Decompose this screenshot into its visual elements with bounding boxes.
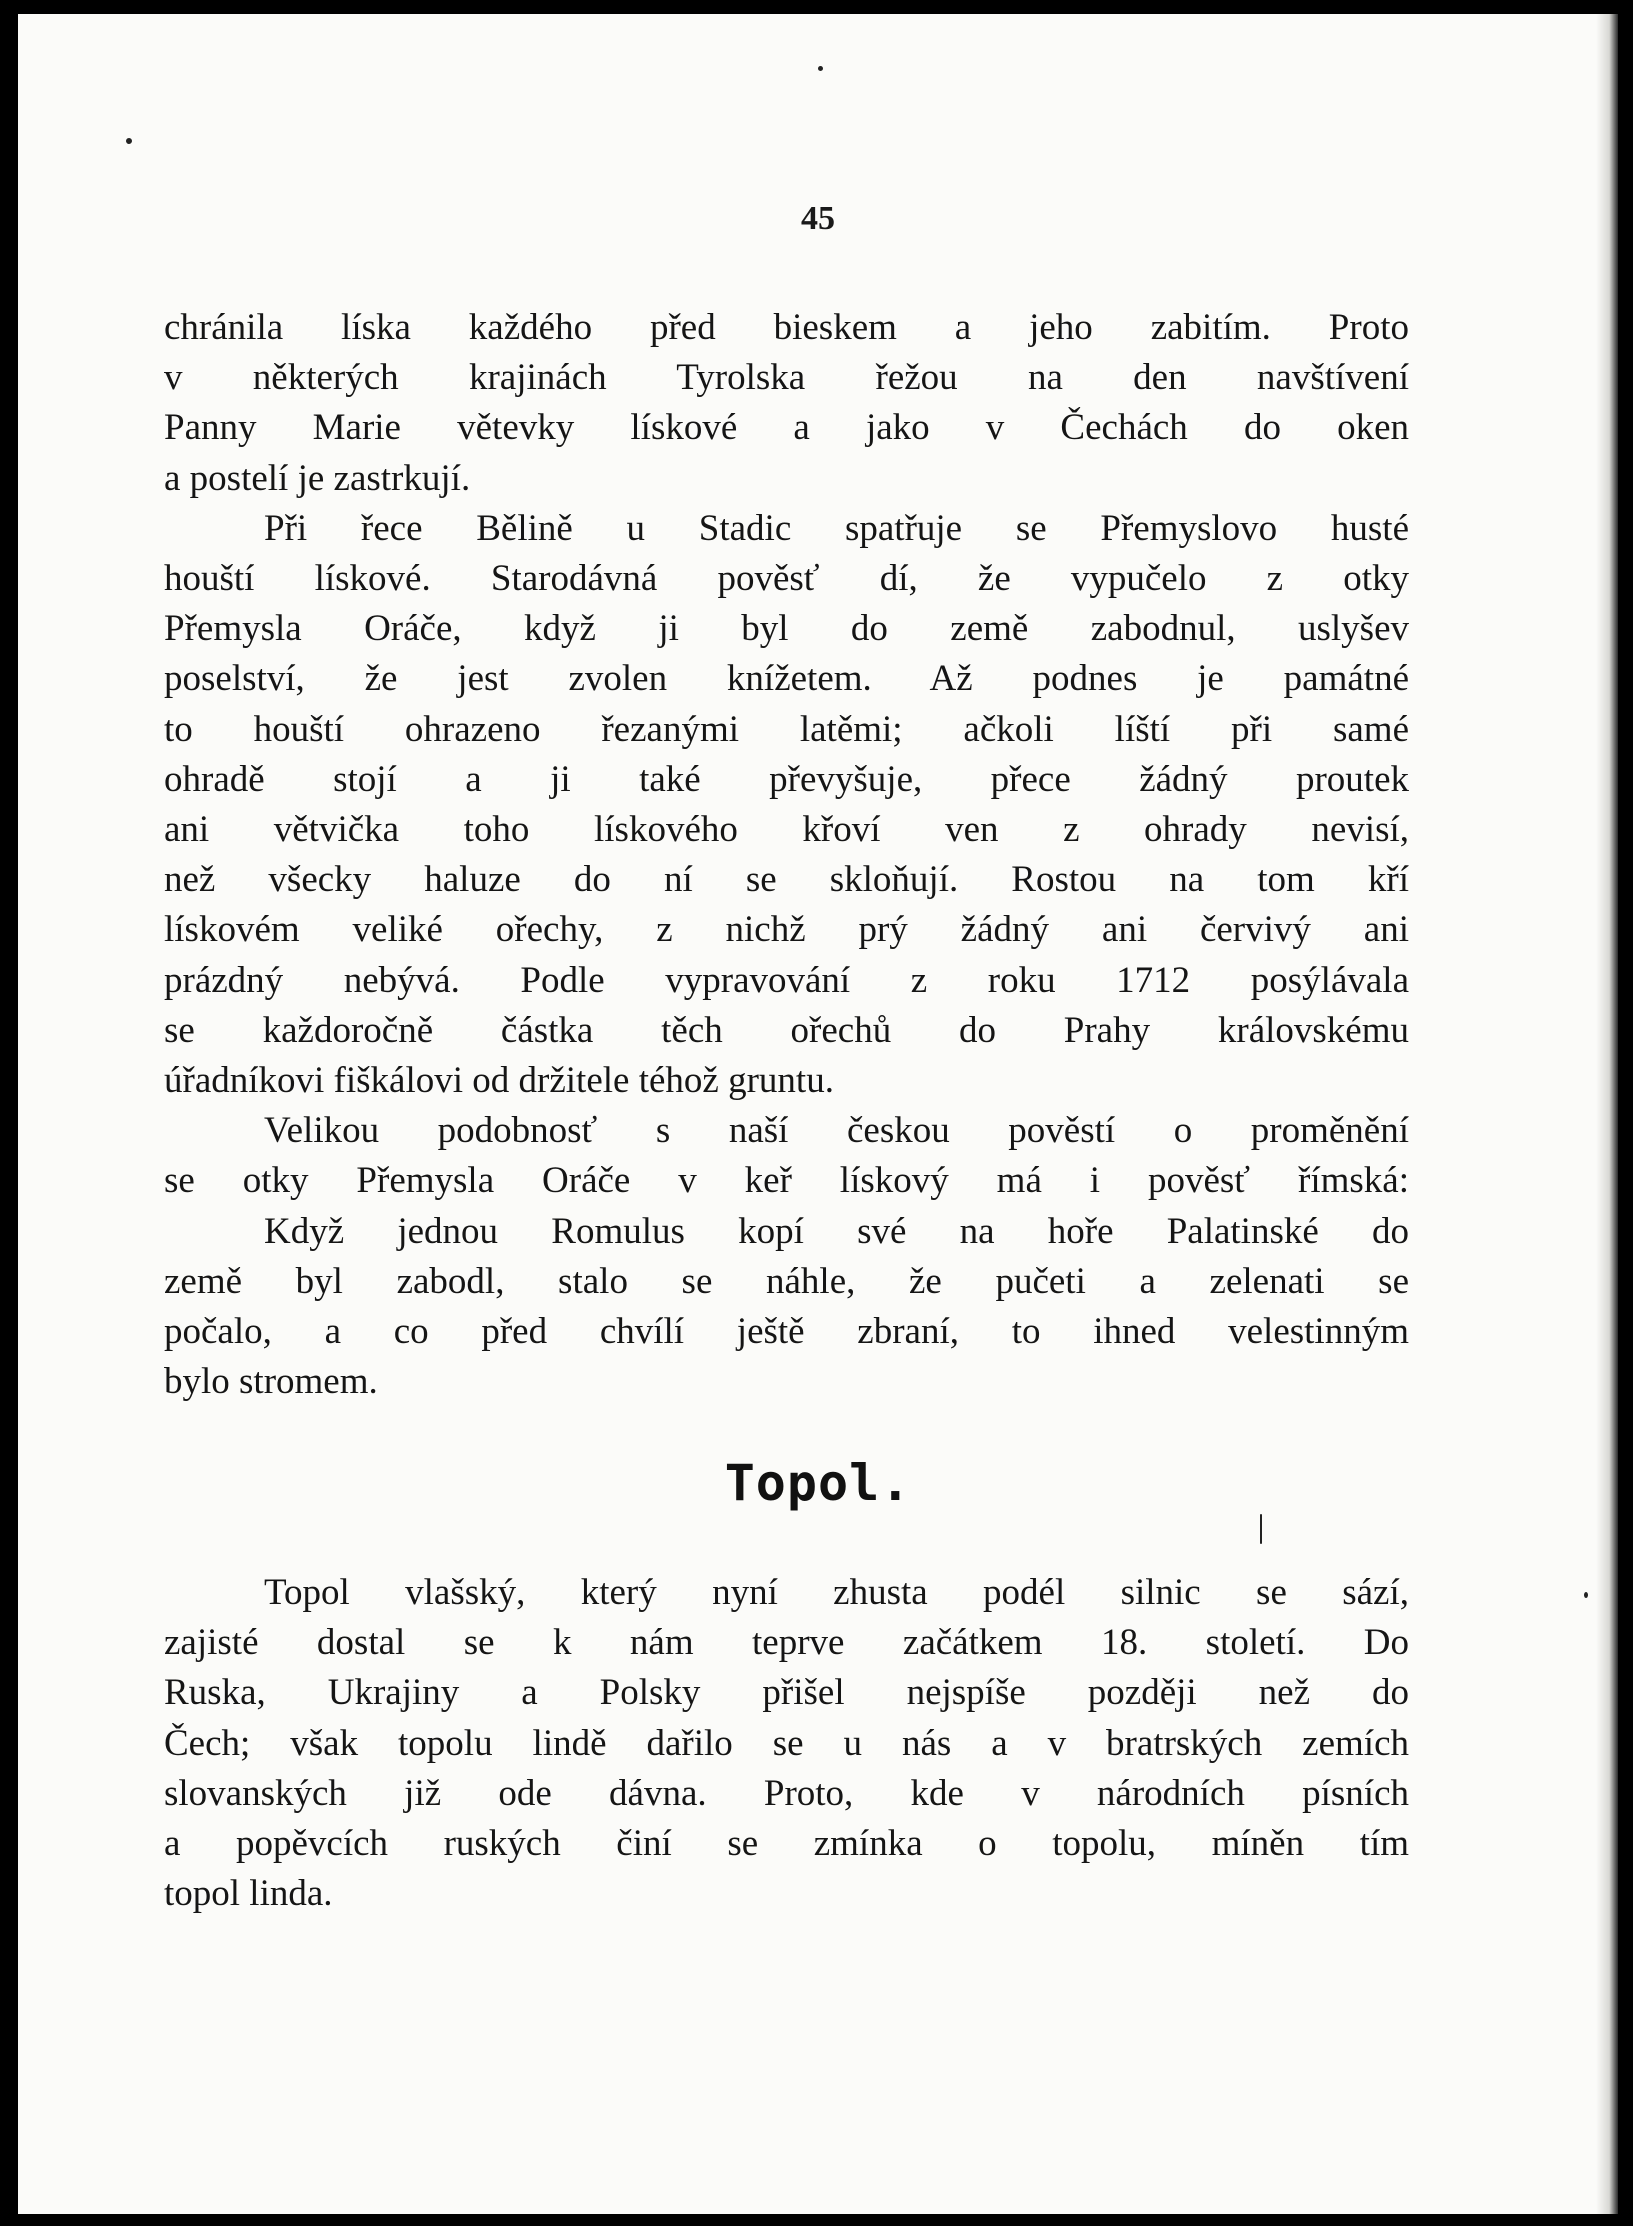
text-line: Velikou podobnosť s naší českou pověstí o proměnění [264, 1110, 1409, 1152]
text-line: Přemysla Oráče, když ji byl do země zabodnul, uslyšev [164, 608, 1409, 650]
print-speck [818, 66, 823, 71]
text-line: to houští ohrazeno řezanými latěmi; ačkoli líští při samé [164, 708, 1409, 750]
text-line: bylo stromem. [164, 1361, 378, 1403]
text-line: se otky Přemysla Oráče v keř lískový má i pověsť římská: [164, 1160, 1409, 1202]
text-line: houští lískové. Starodávná pověsť dí, že vypučelo z otky [164, 558, 1409, 600]
text-line: země byl zabodl, stalo se náhle, že pučeti a zelenati se [164, 1260, 1409, 1302]
text-line: Čech; však topolu lindě dařilo se u nás a v bratrských zemích [164, 1722, 1409, 1764]
text-line: topol linda. [164, 1873, 333, 1915]
body-text-upper [164, 303, 1409, 1407]
text-line: prázdný nebývá. Podle vypravování z roku 1712 posýlávala [164, 959, 1409, 1001]
section-heading: Topol. [724, 1454, 912, 1512]
text-line: Panny Marie větevky lískové a jako v Čechách do oken [164, 407, 1409, 449]
text-line: a postelí je zastrkují. [164, 457, 471, 499]
text-line: a popěvcích ruských činí se zmínka o topolu, míněn tím [164, 1823, 1409, 1865]
text-line: Topol vlašský, který nyní zhusta podél silnic se sází, [264, 1572, 1409, 1613]
text-line: Při řece Bělině u Stadic spatřuje se Přemyslovo husté [264, 507, 1409, 549]
print-speck [1260, 1514, 1262, 1544]
text-line: než všecky haluze do ní se skloňují. Rostou na tom kří [164, 859, 1409, 901]
print-speck [126, 138, 132, 144]
text-line: zajisté dostal se k nám teprve začátkem 18. století. Do [164, 1622, 1409, 1664]
text-line: se každoročně částka těch ořechů do Prahy královskému [164, 1009, 1409, 1051]
text-line: chránila líska každého před bieskem a jeho zabitím. Proto [164, 307, 1409, 348]
book-page [18, 14, 1618, 2214]
text-line: poselství, že jest zvolen knížetem. Až podnes je památné [164, 658, 1409, 700]
page-edge-shadow [1596, 14, 1618, 2214]
text-line: ani větvička toho lískového křoví ven z ohrady nevisí, [164, 809, 1409, 851]
print-speck [1584, 1592, 1588, 1598]
page-number: 45 [801, 200, 835, 237]
text-line: slovanských již ode dávna. Proto, kde v národních písních [164, 1772, 1409, 1814]
text-line: počalo, a co před chvílí ještě zbraní, to ihned velestinným [164, 1311, 1409, 1353]
text-line: ohradě stojí a ji také převyšuje, přece žádný proutek [164, 758, 1409, 800]
text-line: Když jednou Romulus kopí své na hoře Palatinské do [264, 1210, 1409, 1252]
text-line: v některých krajinách Tyrolska řežou na den navštívení [164, 357, 1409, 399]
text-line: úřadníkovi fiškálovi od držitele téhož gruntu. [164, 1060, 834, 1102]
text-line: lískovém veliké ořechy, z nichž prý žádný ani červivý ani [164, 909, 1409, 951]
text-line: Ruska, Ukrajiny a Polsky přišel nejspíše později než do [164, 1672, 1409, 1714]
body-text-lower [164, 1568, 1409, 1919]
